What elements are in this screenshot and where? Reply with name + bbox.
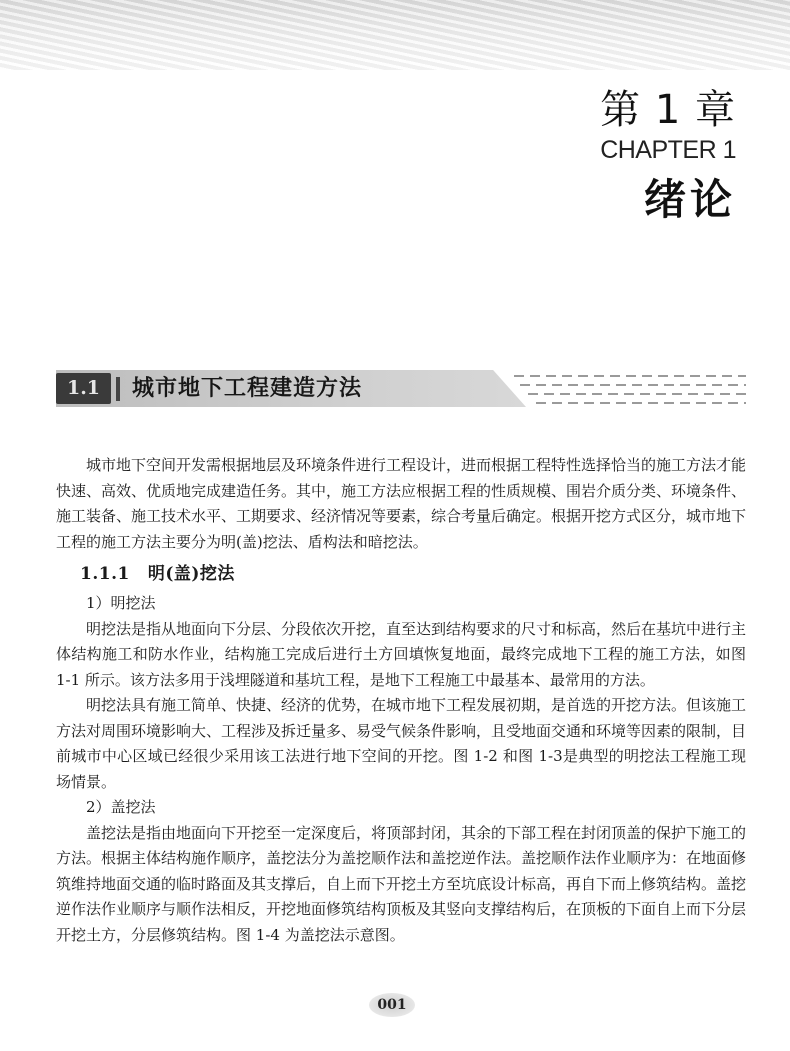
section-title: 城市地下工程建造方法 bbox=[132, 376, 363, 401]
chapter-english-label: CHAPTER 1 bbox=[600, 136, 736, 164]
subsection-title: 明(盖)挖法 bbox=[147, 564, 235, 584]
intro-paragraph: 城市地下空间开发需根据地层及环境条件进行工程设计，进而根据工程特性选择恰当的施工方法才能快速、高效、优质地完成建造任务。其中，施工方法应根据工程的性质规模、围岩介质分类、环境条件、施工装备、施工技术水平、工期要求、经济情况等要素，综合考量后确定。根据开挖方式区分，城市地下工程的施工方法主要分为明(盖)挖法、盾构法和暗挖法。 bbox=[56, 456, 747, 551]
section-separator bbox=[116, 377, 120, 401]
item-label: 1）明挖法 bbox=[86, 594, 156, 612]
subsection-number: 1.1.1 bbox=[80, 564, 130, 584]
decorative-dash-lines bbox=[510, 372, 750, 408]
body-paragraph: 明挖法是指从地面向下分层、分段依次开挖，直至达到结构要求的尺寸和标高，然后在基坑中进行主体结构施工和防水作业，结构施工完成后进行土方回填恢复地面，最终完成地下工程的施工方法，如图 1-1 所示。该方法多用于浅埋隧道和基坑工程，是地下工程施工中最基本、最常用的方法。 bbox=[56, 619, 747, 689]
subsection-heading bbox=[56, 559, 746, 589]
page-number: 001 bbox=[369, 993, 415, 1017]
body-content bbox=[56, 453, 746, 948]
chapter-title: 绪论 bbox=[643, 175, 736, 224]
section-number-badge: 1.1 bbox=[56, 373, 111, 404]
body-paragraph: 明挖法具有施工简单、快捷、经济的优势，在城市地下工程发展初期，是首选的开挖方法。但该施工方法对周围环境影响大、工程涉及拆迁量多、易受气候条件影响，且受地面交通和环境等因素的限制，目前城市中心区域已经很少采用该工法进行地下空间的开挖。图 1-2 和图 1-3是典型的明挖法工程施工现场情景。 bbox=[56, 696, 747, 791]
chapter-header bbox=[600, 86, 736, 226]
body-paragraph: 盖挖法是指由地面向下开挖至一定深度后，将顶部封闭，其余的下部工程在封闭顶盖的保护下施工的方法。根据主体结构施作顺序，盖挖法分为盖挖顺作法和盖挖逆作法。盖挖顺作法作业顺序为：在地面修筑维持地面交通的临时路面及其支撑后，自上而下开挖土方至坑底设计标高，再自下而上修筑结构。盖挖逆作法作业顺序与顺作法相反，开挖地面修筑结构顶板及其竖向支撑结构后，在顶板的下面自上而下分层开挖土方，分层修筑结构。图 1-4 为盖挖法示意图。 bbox=[56, 823, 747, 944]
item-label: 2）盖挖法 bbox=[86, 798, 156, 816]
chapter-number: 第 1 章 bbox=[600, 87, 736, 133]
top-paper-texture bbox=[0, 0, 790, 70]
